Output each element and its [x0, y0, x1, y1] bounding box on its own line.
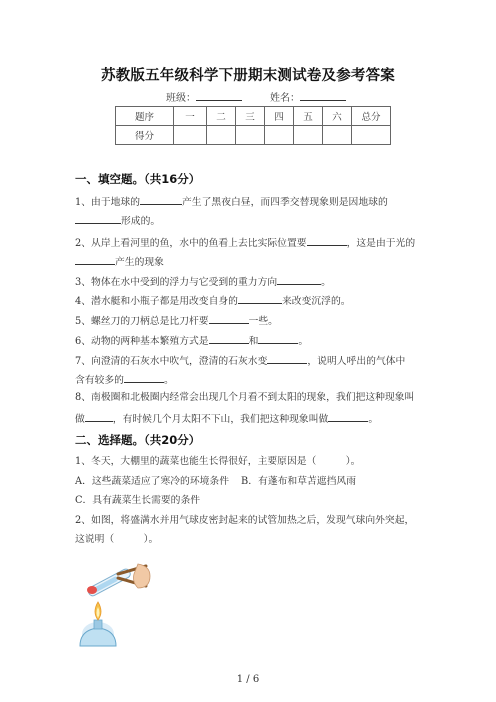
score-cell[interactable] — [207, 126, 236, 145]
q5-text: 一些。 — [248, 316, 278, 327]
q2-text: 2、从岸上看河里的鱼，水中的鱼看上去比实际位置要 — [75, 238, 307, 249]
section1-heading: 一、填空题。（共16分） — [75, 172, 201, 186]
score-cell[interactable] — [236, 126, 265, 145]
q5-blank[interactable] — [209, 313, 249, 324]
q4-blank[interactable] — [238, 293, 282, 304]
q7-blank1[interactable] — [267, 353, 307, 364]
q5-text: 5、螺丝刀的刀柄总是比刀杆要 — [75, 316, 209, 327]
class-field — [166, 89, 242, 104]
s2-q1-options-ab — [75, 476, 356, 488]
q6-text: 。 — [298, 336, 309, 347]
s2-q1: 1、冬天，大棚里的蔬菜也能生长得很好，主要原因是（ ）。 — [75, 456, 361, 467]
q8-blank2[interactable] — [328, 411, 368, 422]
page-title: 苏教版五年级科学下册期末测试卷及参考答案 — [101, 68, 395, 84]
q1-line2 — [75, 213, 160, 228]
score-header-cell: 一 — [174, 107, 207, 126]
q4-line — [75, 293, 351, 308]
q2-line1 — [75, 235, 415, 250]
q6-blank2[interactable] — [258, 333, 298, 344]
score-table-score-row — [116, 126, 391, 145]
q3-line — [75, 274, 331, 289]
q1-text: 1、由于地球的 — [75, 197, 141, 208]
q7-text: 7、向澄清的石灰水中吹气，澄清的石灰水变 — [75, 356, 268, 367]
q8-line2 — [75, 411, 378, 426]
q7-text: ，说明人呼出的气体中 — [307, 356, 406, 367]
q8-text: 8、南极圈和北极圈内经常会出现几个月看不到太阳的现象，我们把这种现象叫 — [75, 392, 415, 403]
q7-text: 。 — [163, 375, 174, 386]
q8-line1 — [75, 392, 414, 404]
q8-blank1[interactable] — [85, 411, 113, 422]
name-blank — [300, 90, 346, 101]
q8-text: 。 — [368, 414, 379, 425]
q4-text: 4、潜水艇和小瓶子都是用改变自身的 — [75, 296, 238, 307]
option-c[interactable]: C．具有蔬菜生长需要的条件 — [75, 495, 201, 506]
q3-text: 3、物体在水中受到的浮力与它受到的重力方向 — [75, 277, 278, 288]
q1-blank2[interactable] — [75, 213, 121, 224]
score-cell[interactable] — [323, 126, 352, 145]
q6-text: 6、动物的两种基本繁殖方式是 — [75, 336, 209, 347]
score-header-cell: 六 — [323, 107, 352, 126]
q2-text: ，这是由于光的 — [346, 238, 416, 249]
q2-blank1[interactable] — [307, 235, 347, 246]
score-table-header-row — [116, 107, 391, 126]
score-table — [115, 106, 391, 145]
name-label: 姓名： — [270, 93, 300, 104]
score-header-cell: 五 — [294, 107, 323, 126]
q1-text: 产生了黑夜白昼，而四季交替现象则是因地球的 — [182, 197, 388, 208]
score-cell[interactable] — [352, 126, 391, 145]
q7-blank2[interactable] — [124, 372, 164, 383]
q6-blank1[interactable] — [209, 333, 249, 344]
score-header-cell: 题序 — [116, 107, 174, 126]
s2-q2-line2: 这说明（ ）。 — [75, 534, 159, 545]
name-field — [270, 89, 346, 104]
score-header-cell: 总分 — [352, 107, 391, 126]
s2-q1-option-c — [75, 495, 200, 507]
q3-blank[interactable] — [277, 274, 321, 285]
score-cell[interactable] — [294, 126, 323, 145]
score-cell[interactable] — [174, 126, 207, 145]
q3-text: 。 — [321, 277, 331, 288]
q6-line — [75, 333, 308, 348]
q8-text: ，有时候几个月太阳不下山，我们把这种现象叫做 — [112, 414, 329, 425]
q2-blank2[interactable] — [75, 254, 115, 265]
q6-text: 和 — [248, 336, 259, 347]
page-number: 1 / 6 — [236, 674, 260, 685]
s2-q2-line1: 2、如图，将盛满水并用气球皮密封起来的试管加热之后，发现气球向外突起， — [75, 515, 415, 526]
q7-text: 含有较多的 — [75, 375, 124, 386]
q2-line2 — [75, 254, 164, 269]
option-b[interactable]: B．有蓬布和草苫遮挡风雨 — [241, 476, 356, 487]
class-label: 班级： — [166, 93, 196, 104]
option-a[interactable]: A．这些蔬菜适应了寒冷的环境条件 — [75, 476, 230, 487]
q5-line — [75, 313, 278, 328]
q1-text: 形成的。 — [121, 216, 161, 227]
q4-text: 来改变沉浮的。 — [281, 296, 351, 307]
q7-line1 — [75, 353, 405, 368]
q1-blank1[interactable] — [140, 194, 182, 205]
q8-text: 做 — [75, 414, 85, 425]
q7-line2 — [75, 372, 174, 387]
class-blank — [196, 90, 242, 101]
q2-text: 产生的现象 — [115, 257, 164, 268]
test-tube-heating-icon — [72, 560, 152, 650]
score-cell[interactable] — [265, 126, 294, 145]
q1-line1 — [75, 194, 388, 209]
section2-heading: 二、选择题。（共20分） — [75, 433, 201, 447]
score-header-cell: 二 — [207, 107, 236, 126]
score-row-label: 得分 — [116, 126, 174, 145]
score-header-cell: 四 — [265, 107, 294, 126]
score-header-cell: 三 — [236, 107, 265, 126]
